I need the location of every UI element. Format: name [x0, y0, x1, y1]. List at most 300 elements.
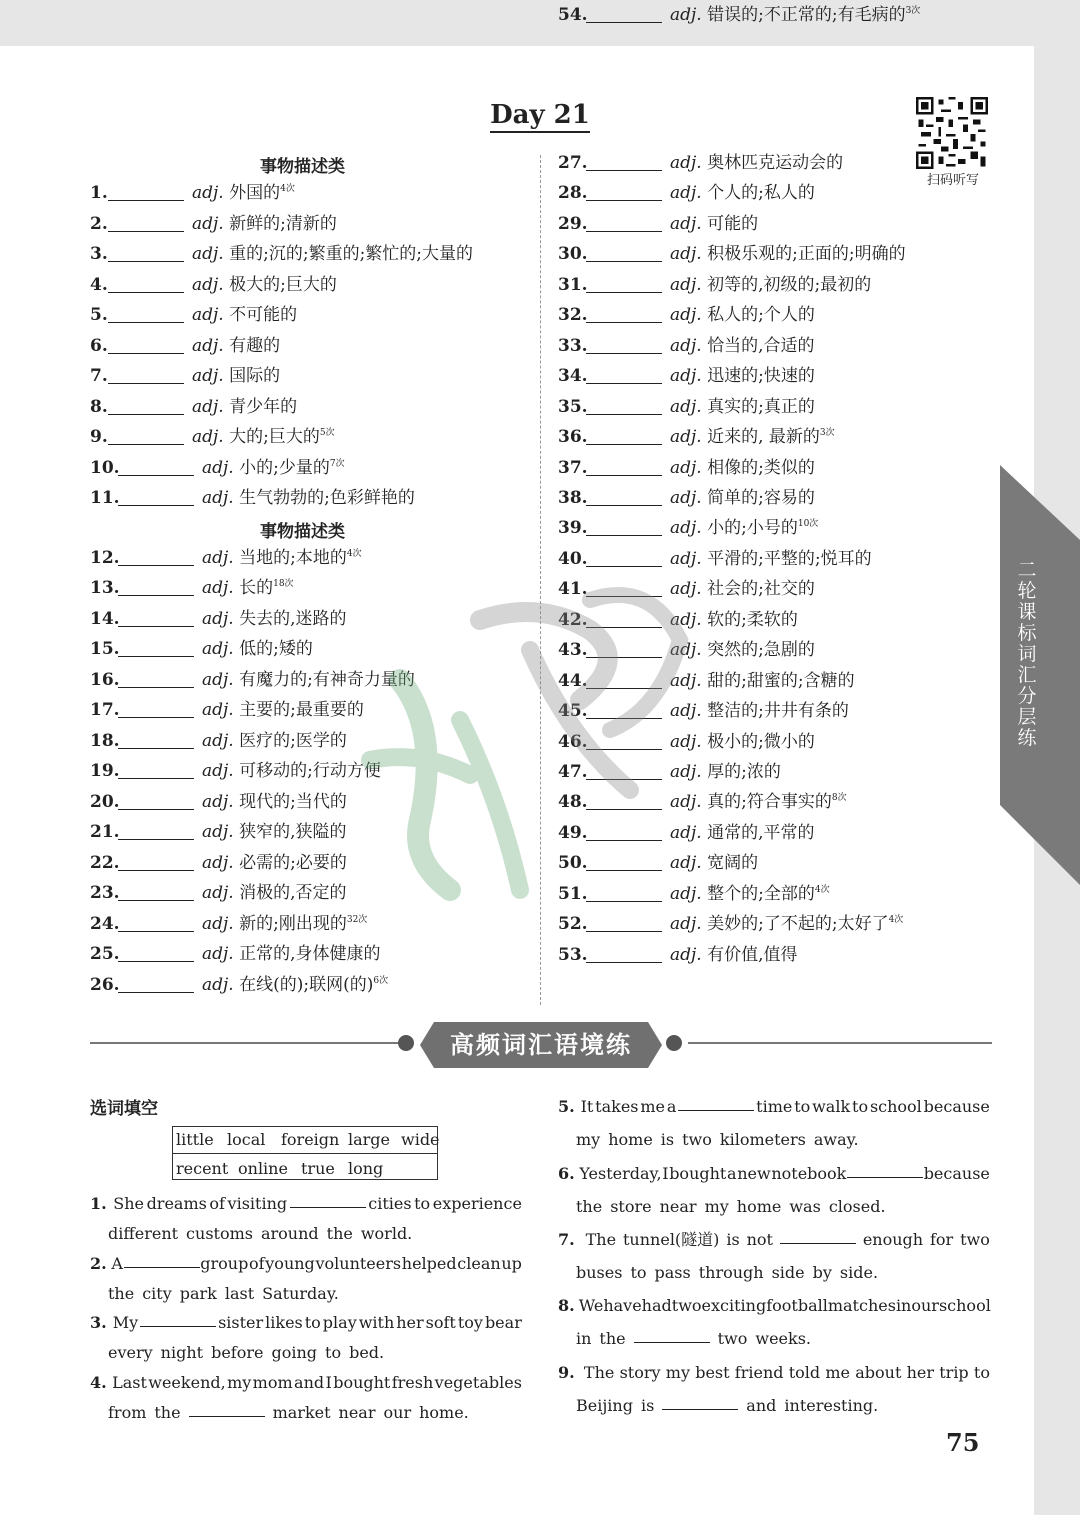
- word-bank-item: online: [238, 1159, 288, 1178]
- word: She: [113, 1194, 144, 1213]
- word: toy: [457, 1313, 483, 1332]
- item-number: 17.: [90, 700, 120, 720]
- exercise-line: [558, 1225, 990, 1255]
- definition: [192, 300, 297, 330]
- word: new: [737, 1164, 771, 1183]
- word: tunnel(隧道): [623, 1230, 720, 1249]
- frequency-mark: 3次: [905, 6, 921, 16]
- word: weekend,: [148, 1373, 226, 1392]
- meaning-text: 有趣的: [229, 336, 281, 356]
- part-of-speech: adj.: [670, 427, 708, 448]
- item-number: 5.: [90, 305, 108, 325]
- part-of-speech: adj.: [670, 822, 708, 843]
- item-number: 43.: [558, 640, 588, 661]
- answer-blank[interactable]: [586, 170, 662, 171]
- word: side.: [839, 1263, 879, 1282]
- word: our: [911, 1296, 939, 1315]
- answer-blank[interactable]: [290, 1189, 366, 1208]
- meaning-text: 错误的;不正常的;有毛病的: [707, 5, 906, 25]
- item-number: 35.: [558, 396, 588, 417]
- word: friend: [734, 1363, 784, 1382]
- part-of-speech: adj.: [670, 883, 708, 904]
- answer-blank[interactable]: [108, 292, 184, 293]
- word: interesting.: [784, 1396, 879, 1415]
- word: likes: [265, 1313, 303, 1332]
- part-of-speech: adj.: [670, 487, 708, 508]
- word: my: [704, 1197, 729, 1216]
- meaning-text: 医疗的;医学的: [239, 731, 347, 751]
- answer-blank[interactable]: [586, 200, 662, 201]
- part-of-speech: adj.: [202, 639, 240, 659]
- item-number: 36.: [558, 427, 588, 448]
- vocab-item: [90, 361, 530, 391]
- frequency-mark: 4次: [888, 915, 904, 926]
- meaning-text: 社会的;社交的: [707, 579, 815, 600]
- item-number: 38.: [558, 487, 588, 508]
- answer-blank[interactable]: [108, 414, 184, 415]
- word: home: [608, 1130, 653, 1149]
- meaning-text: 重的;沉的;繁重的;繁忙的;大量的: [229, 244, 474, 264]
- frequency-mark: 4次: [814, 884, 830, 895]
- meaning-text: 主要的;最重要的: [239, 700, 364, 720]
- part-of-speech: adj.: [192, 336, 230, 356]
- vocab-item: [90, 422, 530, 452]
- word: Beijing: [576, 1396, 633, 1415]
- word: park: [179, 1284, 217, 1303]
- answer-blank[interactable]: [108, 261, 184, 262]
- meaning-text: 外国的: [229, 183, 281, 203]
- word: Last: [112, 1373, 147, 1392]
- answer-blank[interactable]: [586, 383, 662, 384]
- meaning-text: 奥林匹克运动会的: [707, 153, 844, 173]
- word: Yesterday,: [579, 1164, 662, 1183]
- meaning-text: 必需的;必要的: [239, 853, 347, 873]
- word: with: [358, 1313, 395, 1332]
- answer-blank[interactable]: [118, 900, 194, 901]
- word: helped: [401, 1254, 457, 1273]
- meaning-text: 可移动的;行动方便: [239, 761, 381, 781]
- answer-blank[interactable]: [586, 931, 662, 932]
- item-number: 14.: [90, 609, 120, 629]
- word: soft: [425, 1313, 456, 1332]
- meaning-text: 失去的,迷路的: [239, 609, 347, 629]
- word: best: [695, 1363, 730, 1382]
- vocab-item: [90, 483, 530, 513]
- word: My: [112, 1313, 139, 1332]
- answer-blank[interactable]: [847, 1159, 923, 1178]
- item-number: 41.: [558, 579, 588, 600]
- word: my: [665, 1363, 690, 1382]
- part-of-speech: adj.: [202, 609, 240, 629]
- word: sister: [218, 1313, 264, 1332]
- answer-blank[interactable]: [118, 778, 194, 779]
- word: experience: [432, 1194, 522, 1213]
- word: bought: [333, 1373, 391, 1392]
- exercise-line: [108, 1219, 522, 1249]
- word: dreams: [146, 1194, 207, 1213]
- part-of-speech: adj.: [192, 244, 230, 264]
- vocab-item: [558, 483, 998, 513]
- part-of-speech: adj.: [670, 457, 708, 478]
- answer-blank[interactable]: [586, 231, 662, 232]
- word: about: [855, 1363, 902, 1382]
- item-number: 42.: [558, 609, 588, 630]
- word: my: [576, 1130, 601, 1149]
- part-of-speech: adj.: [670, 731, 708, 752]
- meaning-text: 恰当的,合适的: [707, 335, 815, 356]
- answer-blank[interactable]: [118, 656, 194, 657]
- item-number: 1.: [90, 183, 108, 203]
- answer-blank[interactable]: [118, 961, 194, 962]
- answer-blank[interactable]: [586, 505, 662, 506]
- meaning-text: 个人的;私人的: [707, 183, 815, 204]
- answer-blank[interactable]: [678, 1092, 754, 1111]
- part-of-speech: adj.: [670, 153, 708, 173]
- item-number: 6.: [90, 336, 108, 356]
- word: home: [736, 1197, 782, 1216]
- part-of-speech: adj.: [670, 335, 708, 356]
- word: was: [789, 1197, 821, 1216]
- meaning-text: 狭窄的,狭隘的: [239, 822, 347, 842]
- word: up: [501, 1254, 522, 1273]
- definition: [202, 453, 345, 483]
- exercise-line: [90, 1368, 522, 1398]
- exercise-line: [576, 1125, 990, 1155]
- item-number: 30.: [558, 244, 588, 265]
- word: cities: [368, 1194, 412, 1213]
- exercise-line: [558, 1092, 990, 1122]
- item-number: 10.: [90, 458, 120, 478]
- part-of-speech: adj.: [202, 822, 240, 842]
- word: I: [662, 1164, 669, 1183]
- item-number: 8.: [90, 397, 108, 417]
- meaning-text: 有魔力的;有神奇力量的: [239, 670, 415, 690]
- answer-blank[interactable]: [586, 22, 662, 23]
- question-number: 5.: [558, 1097, 575, 1116]
- item-number: 29.: [558, 213, 588, 234]
- definition: [670, 392, 815, 422]
- vocab-item: [558, 361, 998, 391]
- meaning-text: 极大的;巨大的: [229, 275, 337, 295]
- part-of-speech: adj.: [202, 761, 240, 781]
- item-number: 4.: [90, 275, 108, 295]
- vocab-item: [558, 331, 998, 361]
- definition: [670, 453, 815, 483]
- answer-blank[interactable]: [140, 1308, 216, 1327]
- exercise-line: [90, 1249, 522, 1279]
- definition: [192, 178, 295, 208]
- part-of-speech: adj.: [192, 427, 230, 447]
- part-of-speech: adj.: [202, 731, 240, 751]
- answer-blank[interactable]: [108, 444, 184, 445]
- answer-blank[interactable]: [662, 1391, 738, 1410]
- word: of: [209, 1194, 225, 1213]
- definition: [202, 817, 347, 847]
- vocab-item: [558, 270, 998, 300]
- answer-blank[interactable]: [118, 748, 194, 749]
- definition: [192, 422, 335, 452]
- word: me: [640, 1097, 666, 1116]
- word: story: [619, 1363, 661, 1382]
- vocab-item: [90, 331, 530, 361]
- part-of-speech: adj.: [202, 944, 240, 964]
- part-of-speech: adj.: [202, 488, 240, 508]
- answer-blank[interactable]: [108, 231, 184, 232]
- vocab-item: [558, 392, 998, 422]
- vocab-item: [558, 209, 998, 239]
- answer-blank[interactable]: [108, 322, 184, 323]
- item-number: 25.: [90, 944, 120, 964]
- meaning-text: 低的;矮的: [239, 639, 313, 659]
- item-number: 12.: [90, 548, 120, 568]
- word: a: [666, 1097, 677, 1116]
- item-number: 16.: [90, 670, 120, 690]
- word: our: [383, 1403, 412, 1422]
- item-number: 34.: [558, 366, 588, 387]
- answer-blank[interactable]: [586, 292, 662, 293]
- word-bank-item: large: [348, 1130, 391, 1149]
- side-tab: [1000, 465, 1080, 885]
- answer-blank[interactable]: [124, 1249, 200, 1268]
- word-bank-item: long: [348, 1159, 384, 1178]
- word: to: [304, 1313, 321, 1332]
- answer-blank[interactable]: [118, 870, 194, 871]
- definition: [202, 848, 347, 878]
- meaning-text: 新的;刚出现的: [239, 914, 347, 934]
- word: store: [610, 1197, 652, 1216]
- frequency-mark: 8次: [831, 793, 847, 804]
- answer-blank[interactable]: [118, 505, 194, 506]
- answer-blank[interactable]: [118, 626, 194, 627]
- answer-blank[interactable]: [118, 717, 194, 718]
- item-number: 20.: [90, 792, 120, 812]
- meaning-text: 迅速的;快速的: [707, 366, 815, 387]
- item-number: 46.: [558, 731, 588, 752]
- definition: [670, 940, 798, 970]
- answer-blank[interactable]: [586, 261, 662, 262]
- item-number: 47.: [558, 762, 588, 782]
- word: closed.: [828, 1197, 886, 1216]
- part-of-speech: adj.: [192, 366, 230, 386]
- word: The: [585, 1230, 617, 1249]
- answer-blank[interactable]: [108, 200, 184, 201]
- word: around: [260, 1224, 319, 1243]
- word: the: [326, 1224, 353, 1243]
- word: clean: [457, 1254, 501, 1273]
- word: the: [154, 1403, 181, 1422]
- meaning-text: 积极乐观的;正面的;明确的: [707, 244, 906, 265]
- answer-blank[interactable]: [189, 1398, 265, 1417]
- answer-blank[interactable]: [118, 839, 194, 840]
- part-of-speech: adj.: [670, 518, 708, 539]
- exercise-line: [90, 1189, 522, 1219]
- frequency-mark: 18次: [273, 579, 294, 589]
- word: last: [224, 1284, 255, 1303]
- word: before: [211, 1343, 264, 1362]
- definition: [202, 573, 294, 603]
- part-of-speech: adj.: [202, 914, 240, 934]
- word: I: [325, 1373, 332, 1392]
- meaning-text: 整洁的;井井有条的: [707, 701, 849, 722]
- answer-blank[interactable]: [108, 353, 184, 354]
- part-of-speech: adj.: [192, 183, 230, 203]
- exercise-line: [576, 1391, 990, 1421]
- definition: [670, 0, 920, 30]
- word: weeks.: [755, 1329, 812, 1348]
- meaning-text: 相像的;类似的: [707, 457, 815, 478]
- item-number: 9.: [90, 427, 108, 447]
- item-number: 44.: [558, 670, 588, 691]
- part-of-speech: adj.: [202, 853, 240, 873]
- part-of-speech: adj.: [670, 5, 708, 25]
- answer-blank[interactable]: [586, 475, 662, 476]
- question-number: 3.: [90, 1313, 107, 1332]
- word: a: [727, 1164, 737, 1183]
- part-of-speech: adj.: [202, 670, 240, 690]
- part-of-speech: adj.: [670, 548, 708, 569]
- word: to: [325, 1343, 342, 1362]
- frequency-mark: 6次: [373, 976, 389, 986]
- word: every: [108, 1343, 153, 1362]
- question-number: 7.: [558, 1230, 575, 1249]
- part-of-speech: adj.: [670, 853, 708, 874]
- answer-blank[interactable]: [586, 444, 662, 445]
- part-of-speech: adj.: [670, 366, 708, 387]
- meaning-text: 消极的,否定的: [239, 883, 347, 903]
- word: her: [396, 1313, 424, 1332]
- word: volunteers: [315, 1254, 402, 1273]
- meaning-text: 新鲜的;清新的: [229, 214, 337, 234]
- frequency-mark: 10次: [797, 519, 819, 530]
- answer-blank[interactable]: [586, 535, 662, 536]
- word: by: [812, 1263, 832, 1282]
- banner-dot-right: [666, 1035, 682, 1051]
- vocab-item: [90, 209, 530, 239]
- word: to: [794, 1097, 811, 1116]
- meaning-text: 宽阔的: [707, 853, 759, 874]
- word: near: [338, 1403, 376, 1422]
- part-of-speech: adj.: [670, 244, 708, 265]
- category-heading: 事物描述类: [260, 157, 345, 177]
- exercise-line: [558, 1291, 990, 1321]
- word: trip: [939, 1363, 969, 1382]
- meaning-text: 简单的;容易的: [707, 487, 815, 508]
- definition: [202, 483, 415, 513]
- meaning-text: 初等的,初级的;最初的: [707, 274, 872, 295]
- answer-blank[interactable]: [586, 962, 662, 963]
- word: different: [108, 1224, 179, 1243]
- meaning-text: 当地的;本地的: [239, 548, 347, 568]
- word-bank-item: wide: [401, 1130, 440, 1149]
- question-number: 9.: [558, 1363, 575, 1382]
- meaning-text: 现代的;当代的: [239, 792, 347, 812]
- part-of-speech: adj.: [670, 396, 708, 417]
- item-number: 39.: [558, 518, 588, 539]
- answer-blank[interactable]: [118, 931, 194, 932]
- exercise-line: [558, 1159, 990, 1189]
- item-number: 18.: [90, 731, 120, 751]
- word: night: [160, 1343, 204, 1362]
- part-of-speech: adj.: [202, 548, 240, 568]
- word: have: [603, 1296, 642, 1315]
- answer-blank[interactable]: [118, 687, 194, 688]
- definition: [670, 361, 815, 391]
- answer-blank[interactable]: [118, 809, 194, 810]
- vocab-item: [558, 453, 998, 483]
- definition: [192, 361, 280, 391]
- word-bank-item: recent: [176, 1159, 229, 1178]
- vocab-item: [90, 270, 530, 300]
- part-of-speech: adj.: [192, 397, 230, 417]
- question-number: 8.: [558, 1296, 575, 1315]
- word: through: [698, 1263, 764, 1282]
- word: of: [249, 1254, 265, 1273]
- page-title: Day 21: [0, 100, 1080, 130]
- word: visiting: [227, 1194, 288, 1213]
- definition: [192, 331, 280, 361]
- answer-blank[interactable]: [780, 1225, 856, 1244]
- meaning-text: 生气勃勃的;色彩鲜艳的: [239, 488, 415, 508]
- answer-blank[interactable]: [118, 475, 194, 476]
- item-number: 21.: [90, 822, 120, 842]
- vocab-item: [558, 178, 998, 208]
- word: near: [659, 1197, 697, 1216]
- word: is: [660, 1130, 675, 1149]
- answer-blank[interactable]: [586, 353, 662, 354]
- item-number: 24.: [90, 914, 120, 934]
- meaning-text: 正常的,身体健康的: [239, 944, 381, 964]
- word: Saturday.: [262, 1284, 339, 1303]
- word-bank-divider: [173, 1153, 437, 1154]
- meaning-text: 厚的;浓的: [707, 762, 781, 782]
- definition: [670, 178, 815, 208]
- word: vegetables: [434, 1373, 522, 1392]
- word: had: [641, 1296, 672, 1315]
- word: A: [111, 1254, 123, 1273]
- part-of-speech: adj.: [192, 305, 230, 325]
- word: told: [788, 1363, 821, 1382]
- item-number: 11.: [90, 488, 120, 508]
- part-of-speech: adj.: [670, 305, 708, 326]
- vocab-item: [558, 0, 998, 30]
- answer-blank[interactable]: [118, 992, 194, 993]
- answer-blank[interactable]: [118, 565, 194, 566]
- word: going: [271, 1343, 318, 1362]
- answer-blank[interactable]: [586, 414, 662, 415]
- item-number: 7.: [90, 366, 108, 386]
- item-number: 48.: [558, 792, 588, 813]
- word: my: [227, 1373, 252, 1392]
- part-of-speech: adj.: [670, 579, 708, 600]
- definition: [670, 148, 843, 178]
- answer-blank[interactable]: [634, 1324, 710, 1343]
- word: because: [923, 1097, 990, 1116]
- answer-blank[interactable]: [108, 383, 184, 384]
- item-number: 37.: [558, 457, 588, 478]
- item-number: 2.: [90, 214, 108, 234]
- part-of-speech: adj.: [670, 914, 708, 935]
- exercise-line: [108, 1338, 522, 1368]
- answer-blank[interactable]: [586, 322, 662, 323]
- word: because: [923, 1164, 990, 1183]
- part-of-speech: adj.: [202, 975, 240, 995]
- frequency-mark: 3次: [819, 428, 835, 439]
- banner-rule-right: [688, 1042, 992, 1044]
- answer-blank[interactable]: [118, 595, 194, 596]
- word: two: [960, 1230, 990, 1249]
- vocab-item: [90, 178, 530, 208]
- item-number: 53.: [558, 944, 588, 965]
